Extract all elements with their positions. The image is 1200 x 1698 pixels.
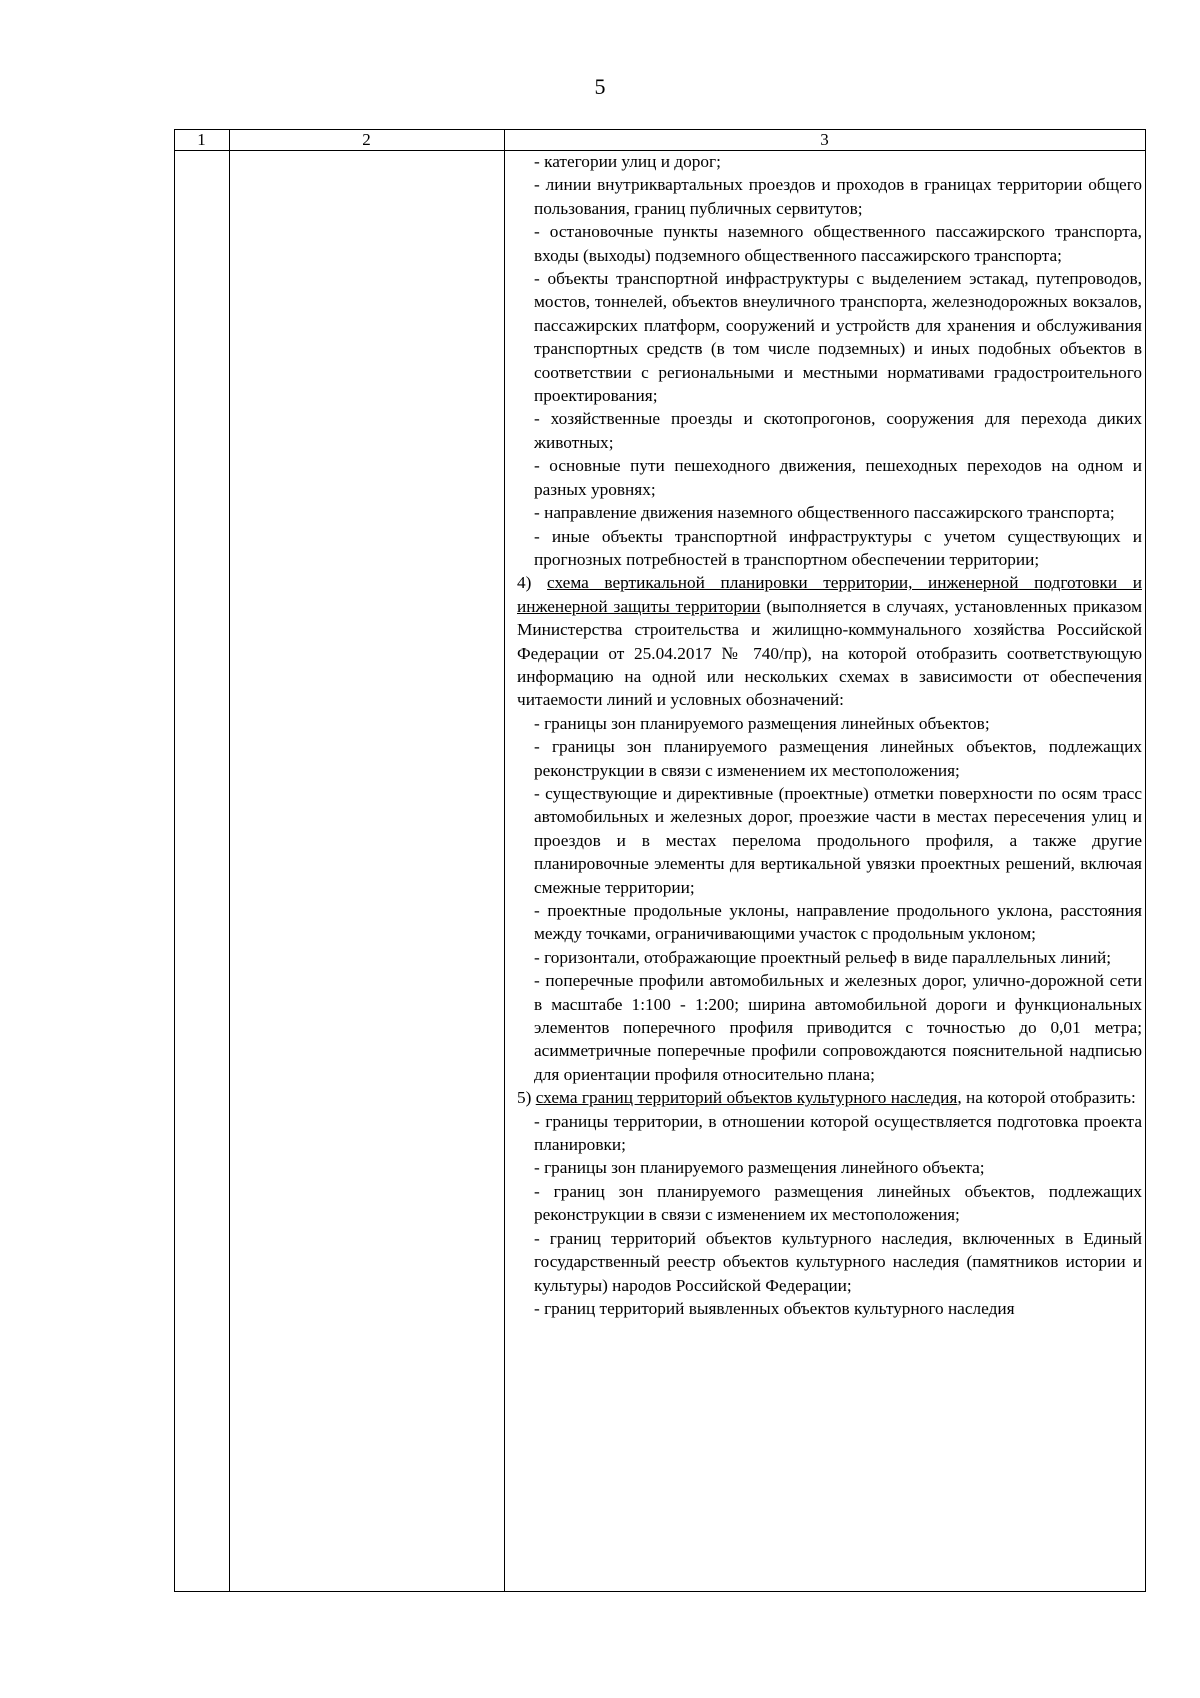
list-item: - границы зон планируемого размещения линейного объекта;	[534, 1158, 985, 1178]
column-divider-1	[229, 129, 230, 1592]
list-item: - категории улиц и дорог;	[534, 152, 721, 171]
list-item: - основные пути пешеходного движения, пешеходных переходов на одном и разных уровнях;	[534, 456, 1142, 499]
table-border-bottom	[174, 1591, 1146, 1592]
table-border-left	[174, 129, 175, 1592]
list-item: - проектные продольные уклоны, направление продольного уклона, расстояния между точками, ограничивающими участок с продольным уклоном;	[534, 901, 1142, 944]
list-item: - хозяйственные проезды и скотопрогонов, сооружения для перехода диких животных;	[534, 409, 1142, 452]
item-title: схема границ территорий объектов культурного наследия	[535, 1088, 958, 1108]
list-item: - горизонтали, отображающие проектный рельеф в виде параллельных линий;	[534, 947, 1112, 967]
list-item: - границ территорий выявленных объектов культурного наследия	[534, 1298, 1015, 1318]
column-header-1: 1	[197, 130, 206, 149]
column-header-3: 3	[820, 130, 829, 149]
list-item: - остановочные пункты наземного общественного пассажирского транспорта, входы (выходы) подземного общественного пассажирского транспорта;	[534, 222, 1142, 265]
list-item: - существующие и директивные (проектные) отметки поверхности по осям трасс автомобильных и железных дорог, проезжие части в местах пересечения улиц и проездов и в местах перелома продольного профиля, а также другие планировочные элементы для вертикальной увязки проектных решений, включая смежные территории;	[534, 783, 1142, 897]
list-item: - границ зон планируемого размещения линейных объектов, подлежащих реконструкции в связи с изменением их местоположения;	[534, 1181, 1142, 1225]
numbered-item	[517, 571, 1142, 711]
item-text: (выполняется в случаях, установленных приказом Министерства строительства и жилищно-коммунального хозяйства Российской Федерации от 25.04.2017 № 740/пр), на которой отобразить соответствующую информацию на одной или нескольких схемах в зависимости от обеспечения читаемости линий и условных обозначений:	[517, 596, 1142, 710]
requirements-table	[174, 129, 1146, 1592]
list-item: - линии внутриквартальных проездов и проходов в границах территории общего пользования, границ публичных сервитутов;	[534, 175, 1142, 218]
item-text: , на которой отобразить:	[957, 1088, 1136, 1108]
item-title: схема вертикальной планировки территории, инженерной подготовки и инженерной защиты территории	[517, 573, 1142, 616]
table-border-right	[1145, 129, 1146, 1592]
numbered-item	[517, 1086, 1142, 1109]
page-number: 5	[594, 74, 606, 99]
item-number: 4)	[517, 573, 532, 593]
column-divider-2	[504, 129, 505, 1592]
list-item: - объекты транспортной инфраструктуры с выделением эстакад, путепроводов, мостов, тоннелей, объектов внеуличного транспорта, железнодорожных вокзалов, пассажирских платформ, сооружений и устройств для хранения и обслуживания транспортных средств (в том числе подземных) и иных подобных объектов в соответствии с региональными и местными нормативами градостроительного проектирования;	[534, 269, 1142, 406]
list-item: - поперечные профили автомобильных и железных дорог, улично-дорожной сети в масштабе 1:100 - 1:200; ширина автомобильной дороги и функциональных элементов поперечного профиля приводится с точностью до 0,01 метра; асимметричные поперечные профили сопровождаются пояснительной надписью для ориентации профиля относительно плана;	[534, 971, 1142, 1084]
item-number: 5)	[517, 1088, 532, 1108]
list-item: - направление движения наземного общественного пассажирского транспорта;	[534, 503, 1115, 523]
column-3-cell	[517, 150, 1142, 1590]
list-item: - иные объекты транспортной инфраструктуры с учетом существующих и прогнозных потребностей в транспортном обеспечении территории;	[534, 526, 1142, 569]
list-item: - границы зон планируемого размещения линейных объектов, подлежащих реконструкции в связи с изменением их местоположения;	[534, 737, 1142, 780]
list-item: - границ территорий объектов культурного наследия, включенных в Единый государственный реестр объектов культурного наследия (памятников истории и культуры) народов Российской Федерации;	[534, 1228, 1142, 1295]
list-item: - границы зон планируемого размещения линейных объектов;	[534, 713, 990, 733]
list-item: - границы территории, в отношении которой осуществляется подготовка проекта планировки;	[534, 1111, 1142, 1155]
column-header-2: 2	[362, 130, 371, 149]
